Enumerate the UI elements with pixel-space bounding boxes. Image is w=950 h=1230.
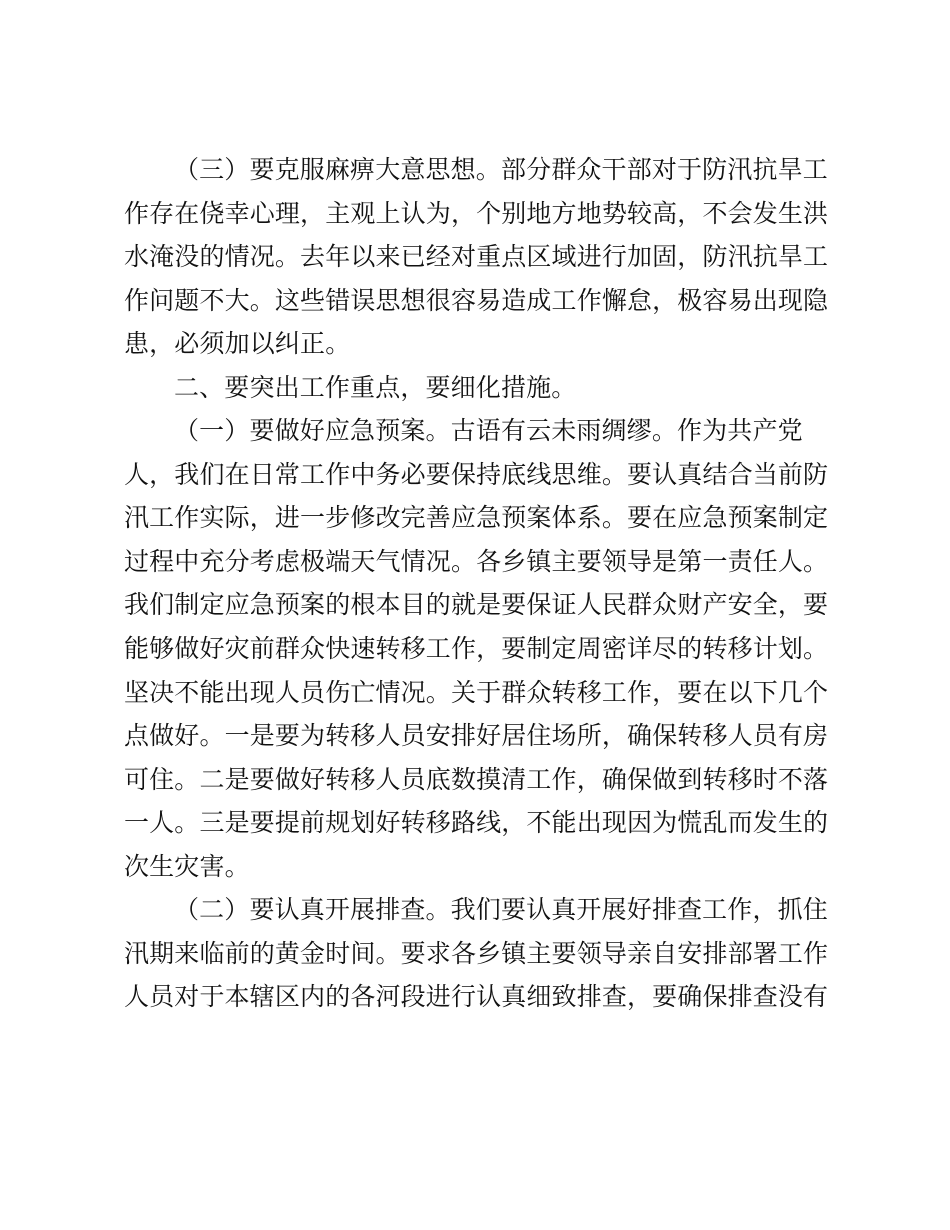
text-line: 作存在侥幸心理，主观上认为，个别地方地势较高，不会发生洪 xyxy=(124,198,829,228)
text-line: 能够做好灾前群众快速转移工作，要制定周密详尽的转移计划。 xyxy=(124,634,829,664)
text-line: 可住。二是要做好转移人员底数摸清工作，确保做到转移时不落 xyxy=(124,764,829,794)
text-line: 次生灾害。 xyxy=(124,851,250,881)
text-line: （三）要克服麻痹大意思想。部分群众干部对于防汛抗旱工 xyxy=(174,155,828,184)
text-line: 人员对于本辖区内的各河段进行认真细致排查，要确保排查没有 xyxy=(124,982,829,1012)
text-line: 水淹没的情况。去年以来已经对重点区域进行加固，防汛抗旱工 xyxy=(124,242,829,272)
text-line: 我们制定应急预案的根本目的就是要保证人民群众财产安全，要 xyxy=(124,590,829,620)
text-line: 患，必须加以纠正。 xyxy=(124,329,351,359)
text-line: 点做好。一是要为转移人员安排好居住场所，确保转移人员有房 xyxy=(124,721,829,751)
text-line: （一）要做好应急预案。古语有云未雨绸缪。作为共产党 xyxy=(174,416,803,446)
text-line: （二）要认真开展排查。我们要认真开展好排查工作，抓住 xyxy=(174,895,828,925)
text-line: 汛工作实际，进一步修改完善应急预案体系。要在应急预案制定 xyxy=(124,503,829,533)
text-line: 汛期来临前的黄金时间。要求各乡镇主要领导亲自安排部署工作 xyxy=(124,938,829,968)
text-line: 人，我们在日常工作中务必要保持底线思维。要认真结合当前防 xyxy=(124,459,829,489)
text-line: 过程中充分考虑极端天气情况。各乡镇主要领导是第一责任人。 xyxy=(124,546,829,576)
document-body xyxy=(124,148,829,1019)
text-line: 一人。三是要提前规划好转移路线，不能出现因为慌乱而发生的 xyxy=(124,808,829,838)
text-line: 作问题不大。这些错误思想很容易造成工作懈怠，极容易出现隐 xyxy=(124,285,829,315)
section-heading: 二、要突出工作重点，要细化措施。 xyxy=(174,372,577,402)
text-line: 坚决不能出现人员伤亡情况。关于群众转移工作，要在以下几个 xyxy=(124,677,829,707)
